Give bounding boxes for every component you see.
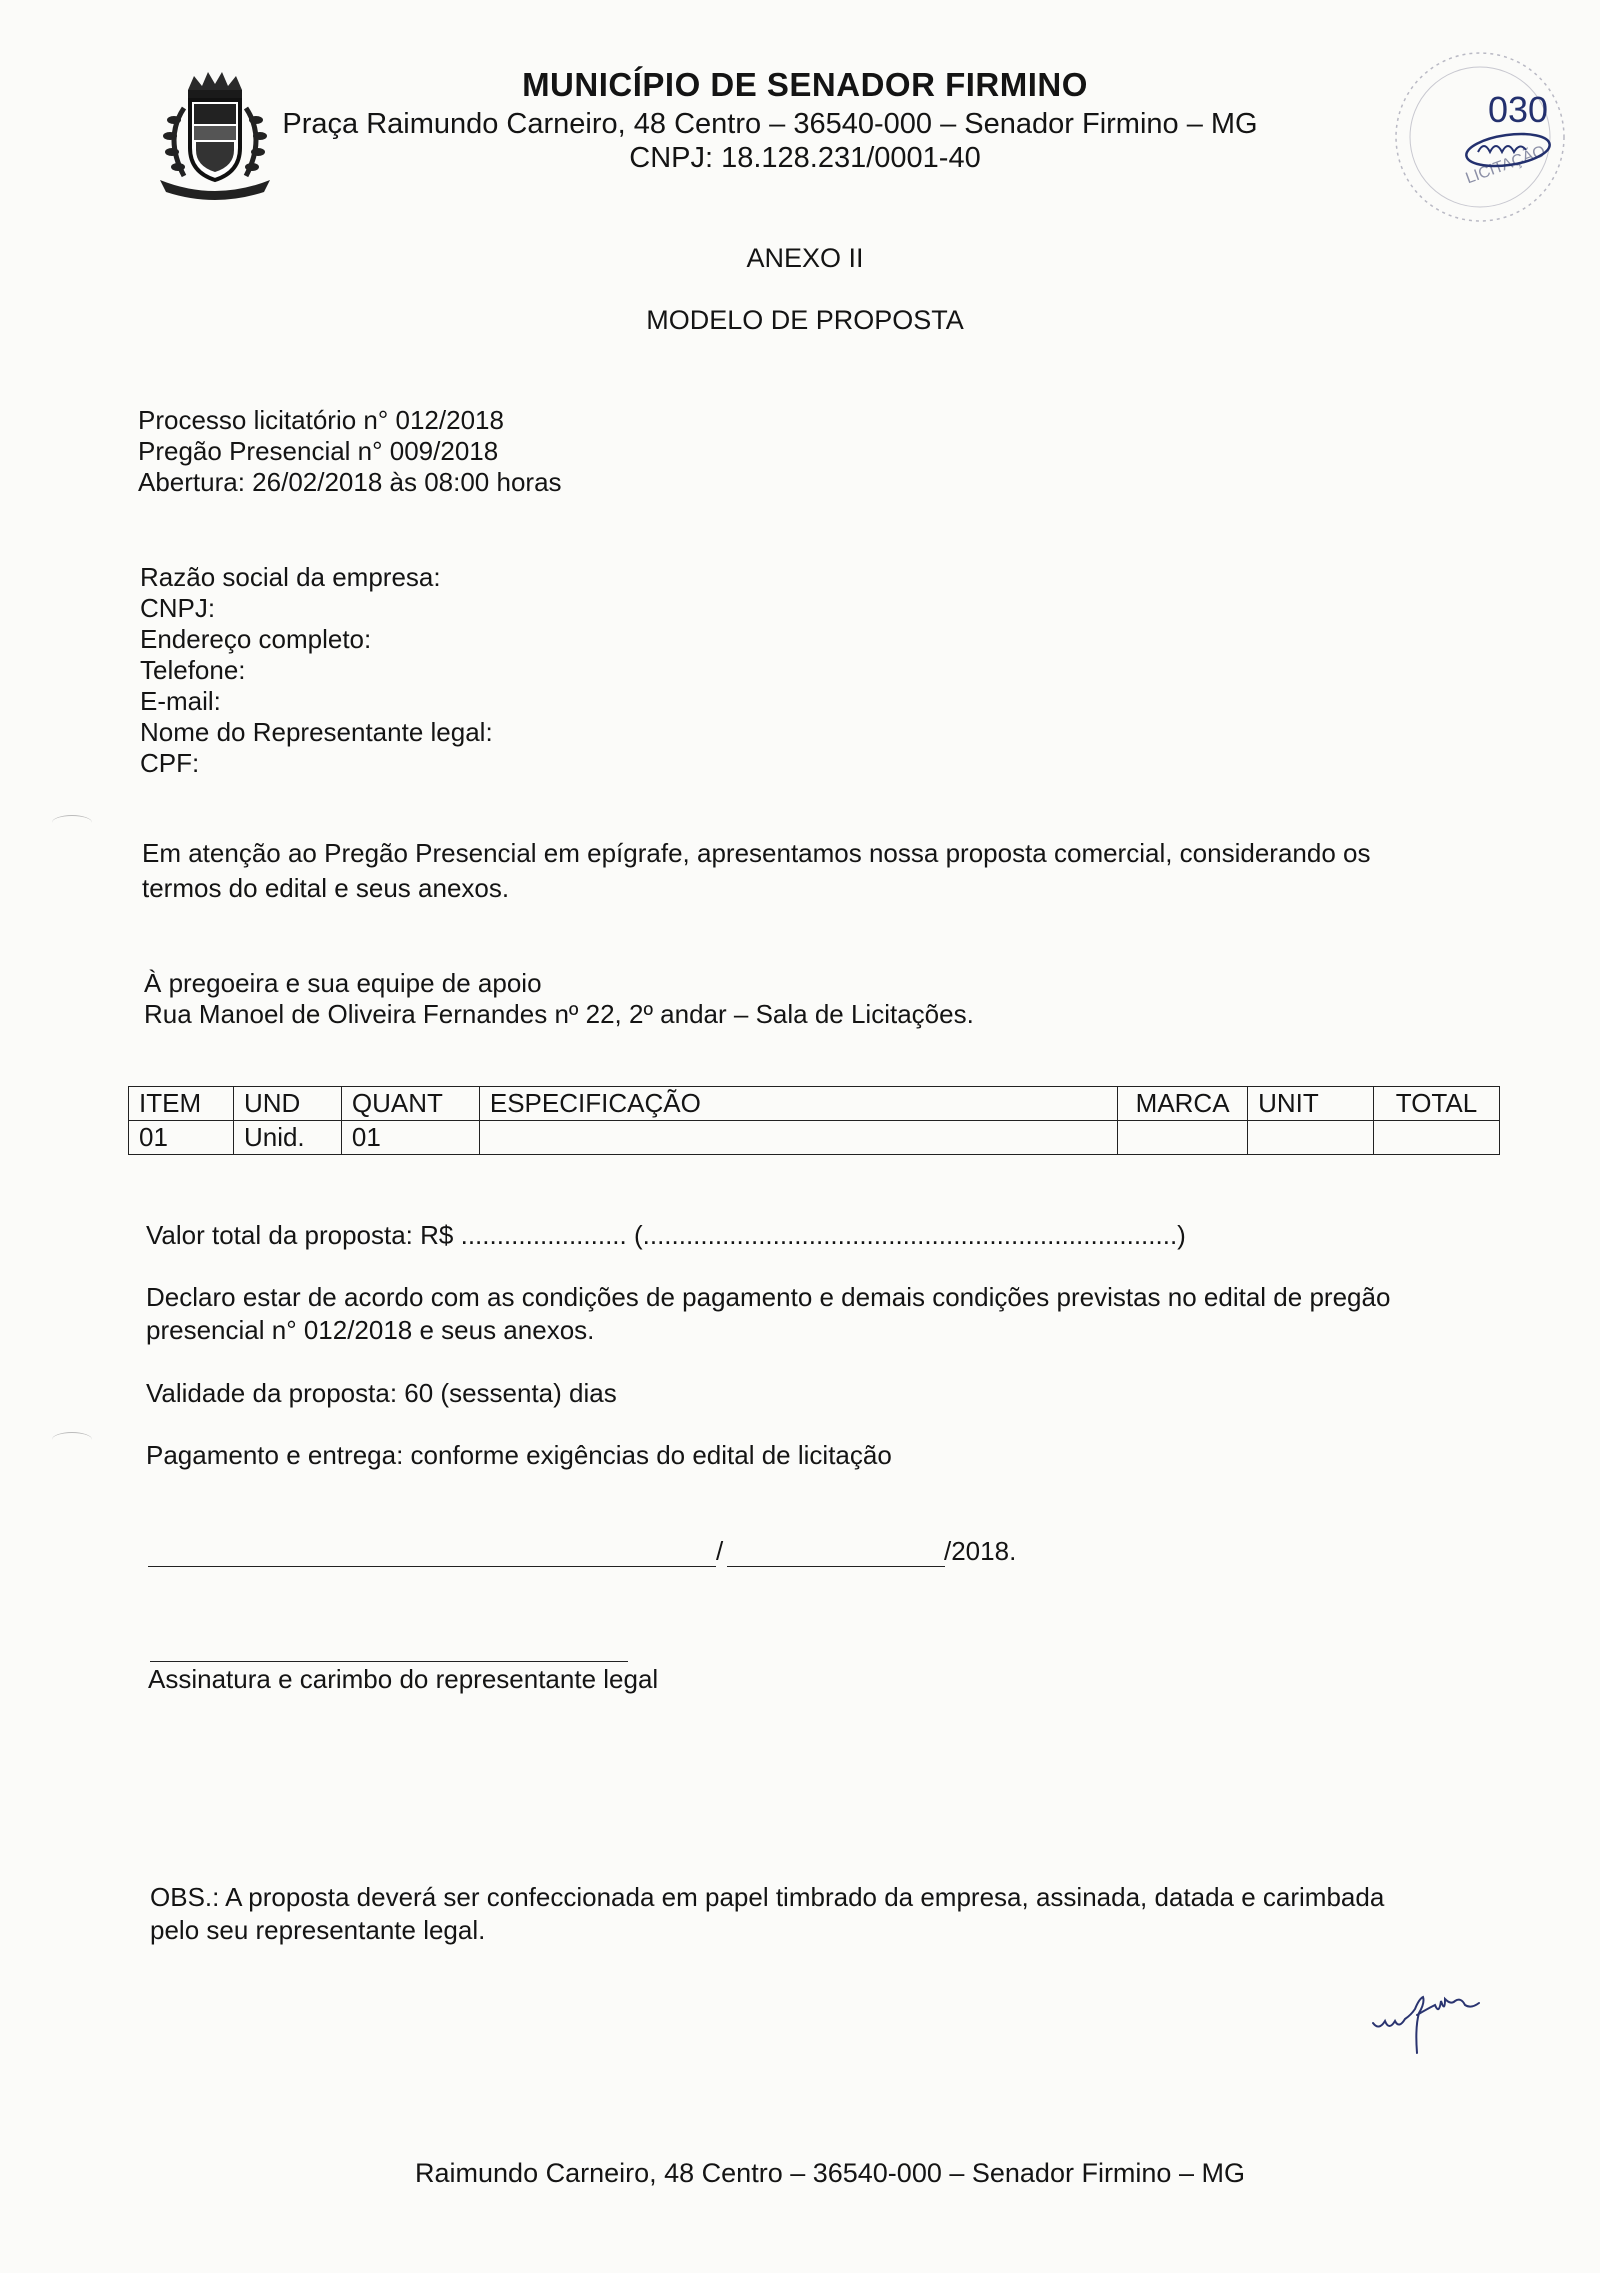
col-header-total: TOTAL: [1374, 1087, 1500, 1121]
cell-unit: [1248, 1121, 1374, 1155]
declaration-line2: presencial n° 012/2018 e seus anexos.: [146, 1315, 595, 1345]
field-cpf: CPF:: [140, 748, 200, 778]
col-header-item: ITEM: [129, 1087, 234, 1121]
field-cnpj: CNPJ:: [140, 593, 216, 623]
stamp-text: LICITAÇÃO: [1463, 142, 1548, 188]
process-number: Processo licitatório n° 012/2018: [138, 405, 504, 435]
date-separator: /: [716, 1536, 724, 1566]
obs-line2: pelo seu representante legal.: [150, 1915, 486, 1945]
col-header-especificacao: ESPECIFICAÇÃO: [479, 1087, 1117, 1121]
table-row: [129, 1121, 1500, 1155]
obs-line1: OBS.: A proposta deverá ser confeccionada em papel timbrado da empresa, assinada, datada e carimbada: [150, 1882, 1385, 1912]
field-phone: Telefone:: [140, 655, 246, 685]
intro-text-line2: termos do edital e seus anexos.: [142, 873, 510, 903]
municipality-address: Praça Raimundo Carneiro, 48 Centro – 36540-000 – Senador Firmino – MG: [282, 108, 1258, 140]
intro-text-line1: Em atenção ao Pregão Presencial em epígrafe, apresentamos nossa proposta comercial, considerando os: [142, 838, 1371, 868]
total-value-line: Valor total da proposta: R$ ....................... (..........................................................................): [146, 1220, 1186, 1250]
annex-heading: ANEXO II: [746, 243, 864, 273]
date-blank-line: [727, 1566, 945, 1567]
cell-marca: [1118, 1121, 1248, 1155]
signature-blank-line: [150, 1661, 628, 1662]
cell-item: 01: [129, 1121, 234, 1155]
place-blank-line: [148, 1566, 716, 1567]
payment-line: Pagamento e entrega: conforme exigências do edital de licitação: [146, 1440, 892, 1470]
field-address: Endereço completo:: [140, 624, 372, 654]
field-email: E-mail:: [140, 686, 221, 716]
handwritten-initials: [1365, 1985, 1535, 2055]
recipient-line2: Rua Manoel de Oliveira Fernandes nº 22, 2º andar – Sala de Licitações.: [144, 999, 974, 1029]
validity-line: Validade da proposta: 60 (sessenta) dias: [146, 1378, 617, 1408]
opening-date: Abertura: 26/02/2018 às 08:00 horas: [138, 467, 562, 497]
field-company-name: Razão social da empresa:: [140, 562, 441, 592]
cell-especificacao: [479, 1121, 1117, 1155]
recipient-line1: À pregoeira e sua equipe de apoio: [144, 968, 542, 998]
scan-artifact: [52, 1432, 92, 1447]
table-header-row: [129, 1087, 1500, 1121]
col-header-quant: QUANT: [341, 1087, 479, 1121]
pregao-number: Pregão Presencial n° 009/2018: [138, 436, 499, 466]
scan-artifact: [52, 815, 92, 830]
stamp-number: 030: [1488, 89, 1549, 130]
municipality-cnpj: CNPJ: 18.128.231/0001-40: [629, 142, 981, 174]
field-representative: Nome do Representante legal:: [140, 717, 493, 747]
declaration-line1: Declaro estar de acordo com as condições de pagamento e demais condições previstas no edital de pregão: [146, 1282, 1391, 1312]
signature-caption: Assinatura e carimbo do representante legal: [148, 1664, 659, 1694]
date-year: /2018.: [944, 1536, 1017, 1566]
col-header-marca: MARCA: [1118, 1087, 1248, 1121]
municipality-title: MUNICÍPIO DE SENADOR FIRMINO: [522, 66, 1088, 103]
protocol-stamp: [1370, 42, 1570, 232]
cell-quant: 01: [341, 1121, 479, 1155]
items-table: [128, 1086, 1500, 1155]
footer-address: Raimundo Carneiro, 48 Centro – 36540-000 – Senador Firmino – MG: [415, 2158, 1245, 2188]
col-header-und: UND: [233, 1087, 341, 1121]
col-header-unit: UNIT: [1248, 1087, 1374, 1121]
cell-und: Unid.: [233, 1121, 341, 1155]
cell-total: [1374, 1121, 1500, 1155]
document-title: MODELO DE PROPOSTA: [646, 305, 964, 335]
